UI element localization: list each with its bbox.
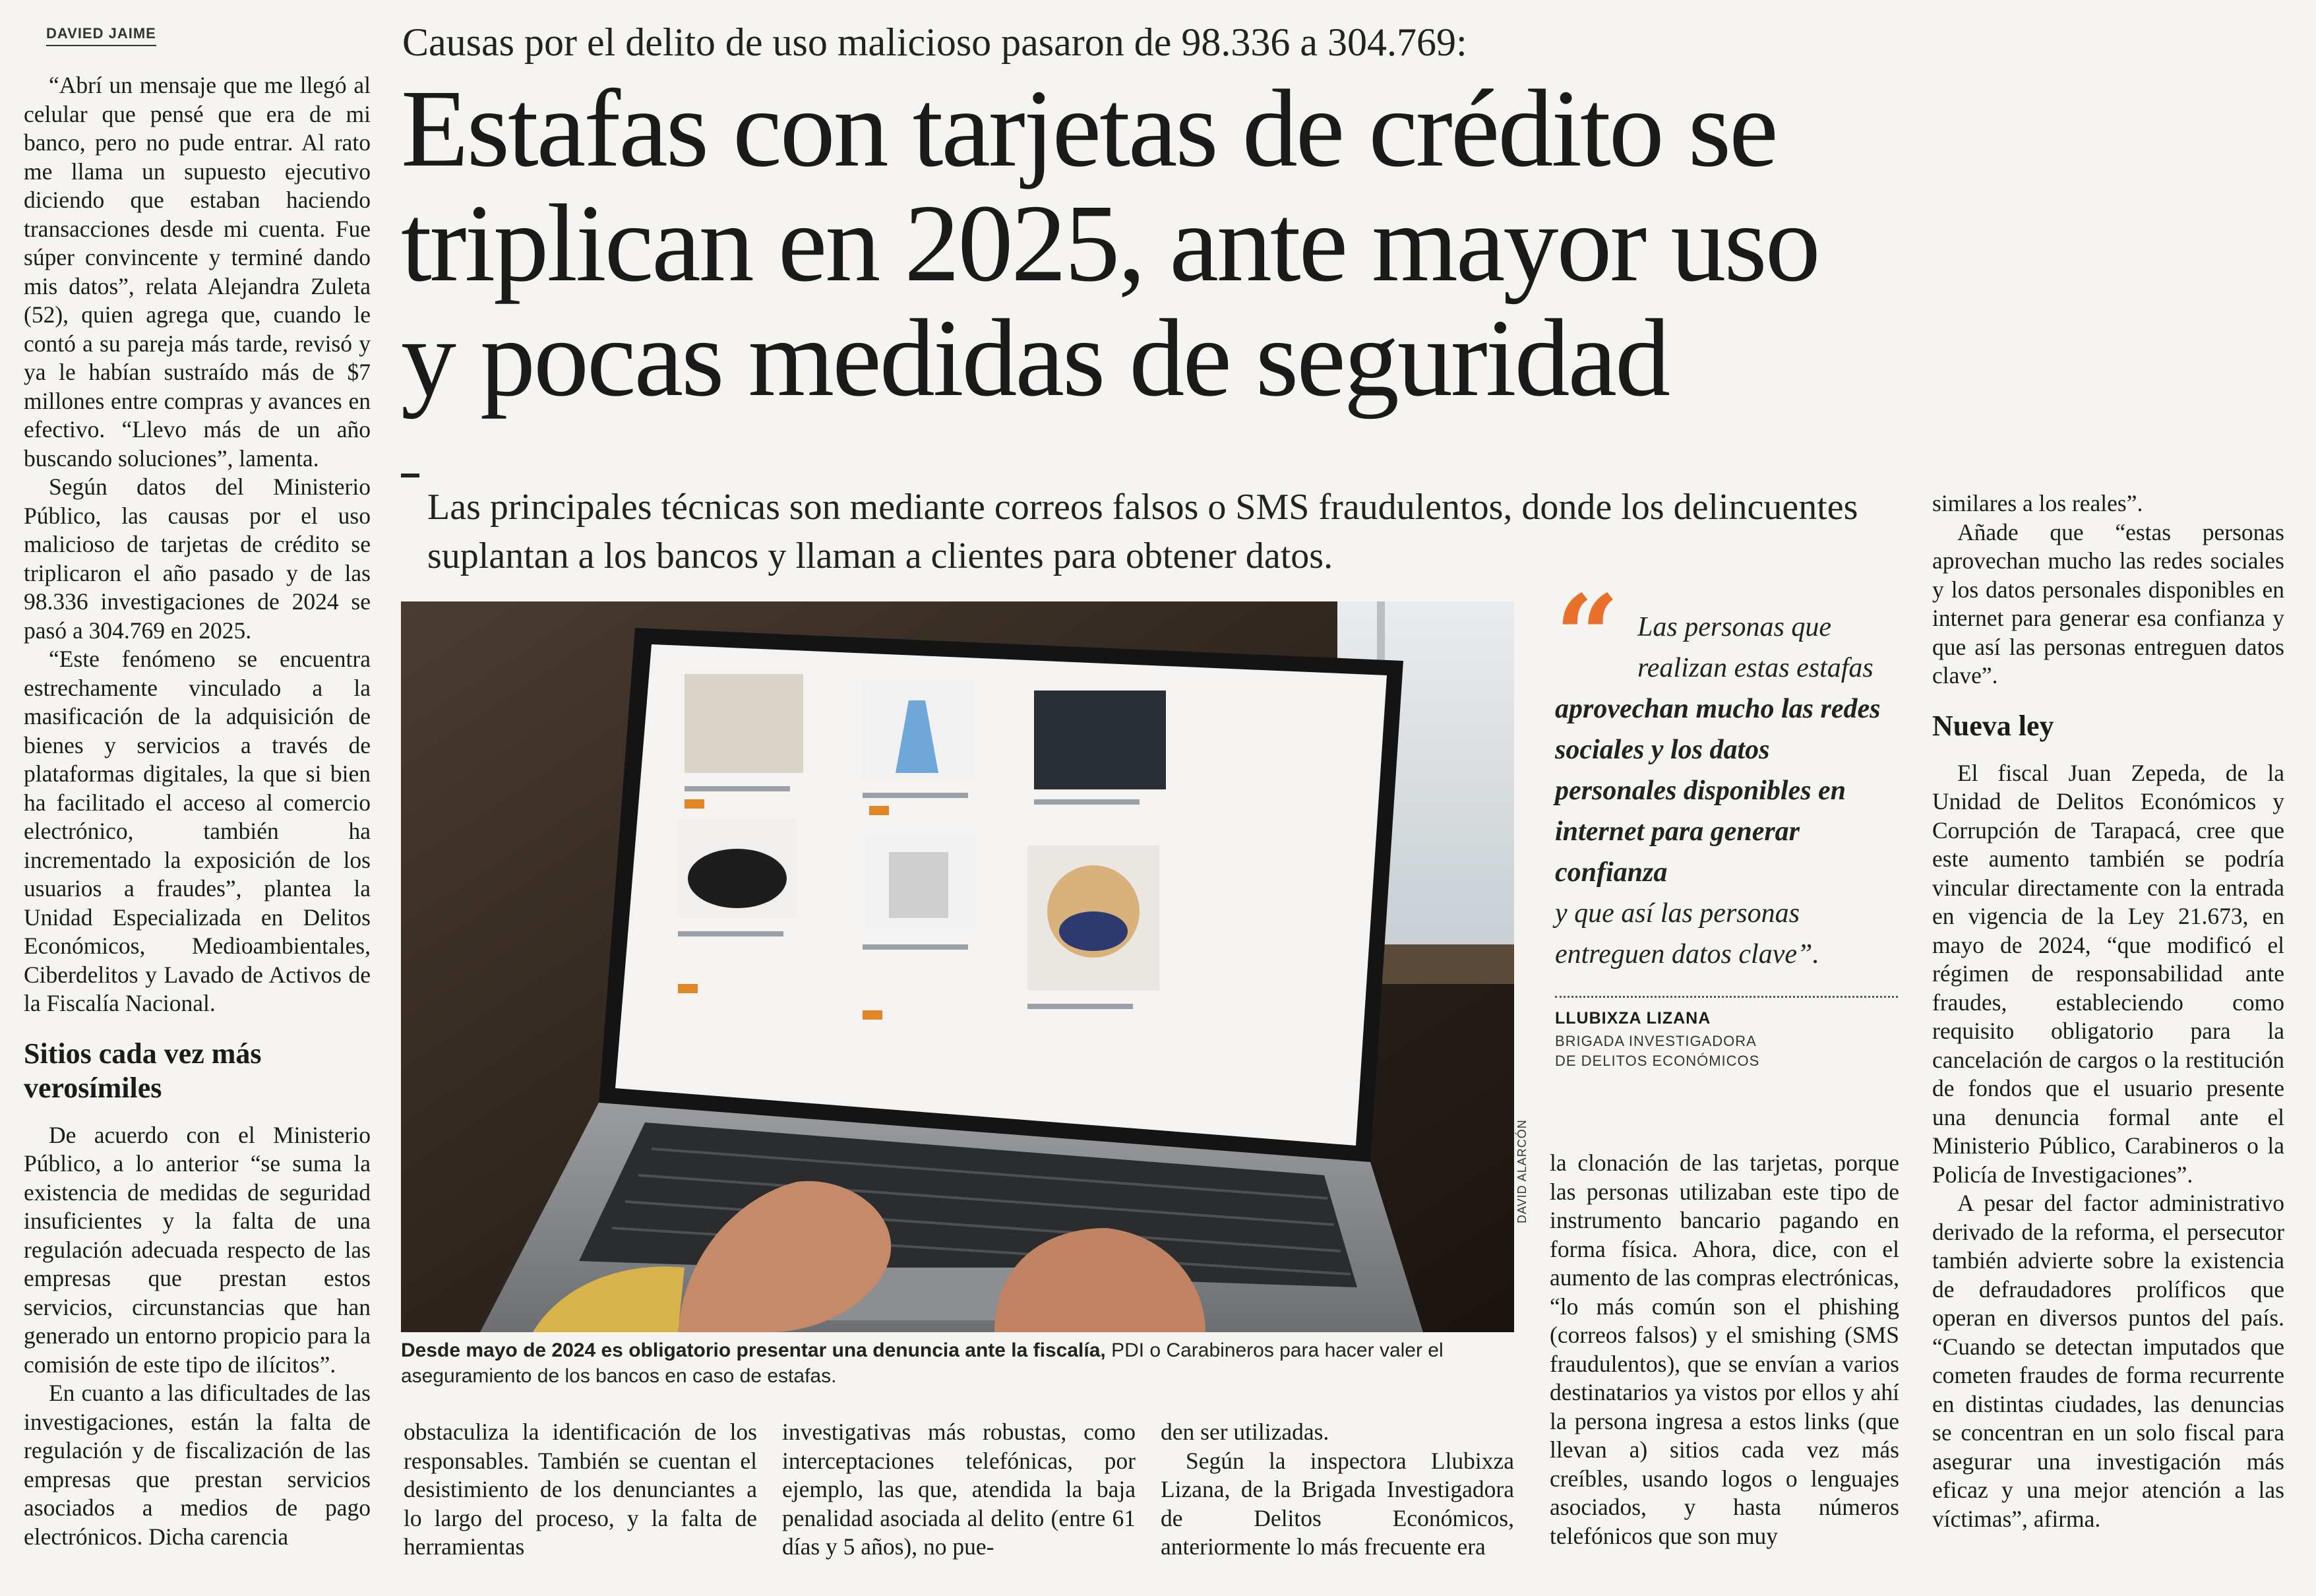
caption-text: PDI o Carabineros para hacer valer el aseguramiento de los bancos en caso de estafas. <box>401 1339 1444 1387</box>
quote-attribution-role <box>1555 1031 1759 1071</box>
quote-line-a: Las personas que realizan estas estafas <box>1637 612 1874 683</box>
paragraph: similares a los reales”. <box>1932 490 2143 516</box>
photo-credit: DAVID ALARCÓN <box>1515 1119 1529 1223</box>
quote-divider <box>1555 996 1898 998</box>
laptop-shopping-photo <box>401 601 1514 1332</box>
column-6 <box>1932 489 2284 1533</box>
headline-line-2: triplican en 2025, ante mayor uso <box>401 182 1819 305</box>
column-2 <box>404 1418 757 1562</box>
paragraph: De acuerdo con el Ministerio Público, a lo anterior “se suma la existencia de medidas de seguridad insuficientes y la falta de una regulación adecuada respecto de las empresas que prestan estos servicios, circunstancias que han generado un entorno propicio para la comisión de este tipo de ilícitos”. <box>24 1121 371 1378</box>
paragraph: investigativas más robustas, como interceptaciones telefónicas, por ejemplo, las que, atendida la baja penalidad asociada al delito (entre 61 días y 5 años), no pue- <box>782 1419 1136 1560</box>
paragraph: “Este fenómeno se encuentra estrechamente vinculado a la masificación de la adquisición de bienes y servicios a través de plataformas digitales, la que si bien ha facilitado el acceso al comercio electrónico, también ha incrementado la exposición de los usuarios a fraudes”, plantea la Unidad Especializada en Delitos Económicos, Medioambientales, Ciberdelitos y Lavado de Activos de la Fiscalía Nacional. <box>24 646 371 1016</box>
subheading: Nueva ley <box>1932 709 2054 742</box>
paragraph: A pesar del factor administrativo derivado de la reforma, el persecutor también advierte sobre la existencia de defraudadores prolíficos que operan en diversos puntos del país. “Cuando se detectan imputados que cometen fraudes de forma recurrente en distintas ciudades, las denuncias se concentran en un solo fiscal para asegurar una investigación más eficaz y una mejor atención a las víctimas”, afirma. <box>1932 1190 2284 1532</box>
deck: Las principales técnicas son mediante correos falsos o SMS fraudulentos, donde los delincuentes suplantan a los bancos y llaman a clientes para obtener datos. <box>427 487 1858 576</box>
paragraph: Según datos del Ministerio Público, las causas por el uso malicioso de tarjetas de crédito se triplicaron el año pasado y de las 98.336 investigaciones de 2024 se pasó a 304.769 en 2025. <box>24 474 371 644</box>
column-5 <box>1550 1149 1899 1550</box>
column-1 <box>24 71 371 1551</box>
column-4 <box>1161 1418 1514 1562</box>
headline <box>401 67 2076 419</box>
paragraph: la clonación de las tarjetas, porque las personas utilizaban este tipo de instrumento bancario pagando en forma física. Ahora, dice, con el aumento de las compras electrónicas, “lo más común son el phishing (correos falsos) y el smishing (SMS fraudulentos), que se envían a varios destinatarios ya vistos por ellos y ahí la persona ingresa a estos links (que llevan a) sitios cada vez más creíbles, usando logos o lenguajes asociados, y hasta números telefónicos que son muy <box>1550 1150 1899 1549</box>
paragraph: “Abrí un mensaje que me llegó al celular que pensé que era de mi banco, pero no pude entrar. Al rato me llama un supuesto ejecutivo diciendo que estaban haciendo transacciones desde mi cuenta. Fue súper convincente y terminé dando mis datos”, relata Alejandra Zuleta (52), quien agrega que, cuando le contó a su pareja más tarde, revisó y ya le habían sustraído más de $7 millones entre compras y avances en efectivo. “Llevo más de un año buscando soluciones”, lamenta. <box>24 72 371 472</box>
deck-marker <box>401 474 419 477</box>
quote-role-line-2: DE DELITOS ECONÓMICOS <box>1555 1053 1760 1069</box>
paragraph: den ser utilizadas. <box>1161 1419 1329 1445</box>
paragraph: obstaculiza la identificación de los responsables. También se cuentan el desistimiento de los denunciantes a lo largo del proceso, y la falta de herramientas <box>404 1419 757 1560</box>
headline-line-3: y pocas medidas de seguridad <box>401 297 1669 419</box>
quote-line-c: y que así las personas entreguen datos clave”. <box>1555 898 1819 969</box>
quote-mark-icon: “ <box>1555 570 1620 702</box>
pull-quote <box>1555 607 1898 975</box>
paragraph: Según la inspectora Llubixza Lizana, de la Brigada Investigadora de Delitos Económicos, anteriormente lo más frecuente era <box>1161 1447 1514 1560</box>
photo-caption <box>401 1337 1522 1389</box>
quote-emphasis: aprovechan mucho las redes sociales y los datos personales disponibles en internet para generar confianza <box>1555 694 1881 888</box>
article-photo <box>401 601 1514 1332</box>
kicker: Causas por el delito de uso malicioso pasaron de 98.336 a 304.769: <box>402 20 1467 64</box>
subheading: Sitios cada vez más verosímiles <box>24 1037 262 1104</box>
paragraph: El fiscal Juan Zepeda, de la Unidad de Delitos Económicos y Corrupción de Tarapacá, cree que este aumento también se podría vincular directamente con la entrada en vigencia de la Ley 21.673, en mayo de 2024, “que modificó el régimen de responsabilidad ante fraudes, estableciendo como requisito obligatorio para la cancelación de cargos o la restitución de fondos que el usuario presente una denuncia formal ante el Ministerio Público, Carabineros o la Policía de Investigaciones”. <box>1932 759 2284 1188</box>
byline: DAVIED JAIME <box>46 25 156 46</box>
quote-attribution-name: LLUBIXZA LIZANA <box>1555 1009 1711 1028</box>
headline-line-1: Estafas con tarjetas de crédito se <box>401 67 1777 190</box>
quote-role-line-1: BRIGADA INVESTIGADORA <box>1555 1033 1757 1049</box>
paragraph: Añade que “estas personas aprovechan mucho las redes sociales y los datos personales disponibles en internet para generar esa confianza y que así las personas entreguen datos clave”. <box>1932 518 2284 689</box>
caption-bold: Desde mayo de 2024 es obligatorio presentar una denuncia ante la fiscalía, <box>401 1339 1106 1361</box>
column-3 <box>782 1418 1136 1562</box>
paragraph: En cuanto a las dificultades de las investigaciones, están la falta de regulación y de fiscalización de las empresas que prestan servicios asociados a medios de pago electrónicos. Dicha carencia <box>24 1380 371 1550</box>
